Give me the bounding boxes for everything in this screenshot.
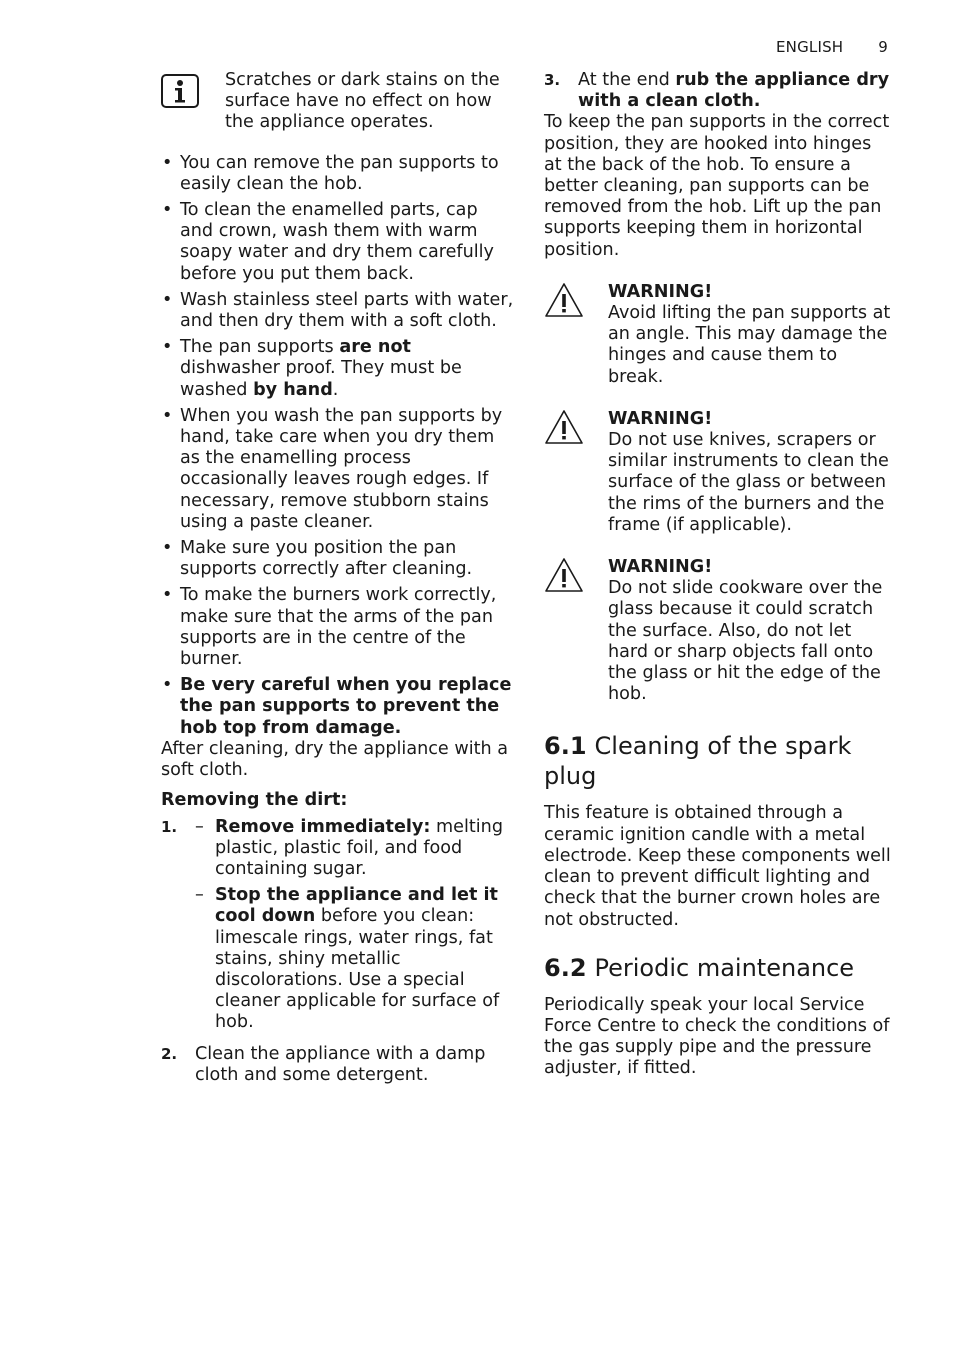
right-column xyxy=(544,70,894,1102)
section-heading-6-2: 6.2 Periodic maintenance xyxy=(544,953,855,982)
step-2-text: Clean the appliance with a damp cloth and some detergent. xyxy=(195,1043,486,1085)
step-1 xyxy=(161,817,516,1039)
section-6-1-text: This feature is obtained through a ceramic ignition candle with a metal electrode. Keep these components well clean to prevent difficult lighting and check that the burner crown holes are not obstructed. xyxy=(544,803,891,930)
warning-icon xyxy=(544,282,608,388)
step-number: 2. xyxy=(161,1044,178,1063)
warning-block xyxy=(544,557,894,705)
list-item: • Wash stainless steel parts with water, and then dry them with a soft cloth. xyxy=(161,290,516,332)
step-number: 1. xyxy=(161,817,178,836)
warning-text: Do not slide cookware over the glass because it could scratch the surface. Also, do not let hard or sharp objects fall onto the glass or hit the edge of the hob. xyxy=(608,578,883,705)
info-note xyxy=(161,70,516,134)
dash-item: – Remove immediately: melting plastic, plastic foil, and food containing sugar. xyxy=(195,816,503,879)
warning-block xyxy=(544,282,894,388)
language-label: ENGLISH xyxy=(775,38,844,56)
list-item: • The pan supports are not dishwasher proof. They must be washed by hand. xyxy=(161,337,516,401)
after-cleaning-text: After cleaning, dry the appliance with a soft cloth. xyxy=(161,738,509,781)
page-number: 9 xyxy=(878,38,888,56)
list-item: • To make the burners work correctly, make sure that the arms of the pan supports are in the centre of the burner. xyxy=(161,585,516,670)
page-header xyxy=(776,38,888,56)
step-number: 3. xyxy=(544,71,561,89)
section-heading-6-1: 6.1 Cleaning of the spark plug xyxy=(544,732,852,791)
warning-text: Do not use knives, scrapers or similar instruments to clean the surface of the glass or between the rims of the burners and the frame (if applicable). xyxy=(608,430,889,535)
info-icon xyxy=(161,70,225,134)
pan-support-paragraph: To keep the pan supports in the correct position, they are hooked into hinges at the back of the hob. To ensure a better cleaning, pan supports can be removed from the hob. Lift up the pan supports keeping them in horizontal position. xyxy=(544,112,890,260)
list-item: • Make sure you position the pan supports correctly after cleaning. xyxy=(161,538,516,580)
warning-title: WARNING! xyxy=(608,281,713,302)
dash-item: – Stop the appliance and let it cool down before you clean: limescale rings, water rings, fat stains, shiny metallic discolorations. Use a special cleaner applicable for surface of hob. xyxy=(195,885,500,1033)
warning-title: WARNING! xyxy=(608,557,713,578)
warning-icon xyxy=(544,409,608,536)
left-column xyxy=(161,70,516,1091)
step-3: 3. At the end rub the appliance dry with a clean cloth. xyxy=(544,70,890,112)
section-6-2-text: Periodically speak your local Service Force Centre to check the conditions of the gas supply pipe and the pressure adjuster, if fitted. xyxy=(544,994,890,1079)
list-item: • To clean the enamelled parts, cap and crown, wash them with warm soapy water and dry them carefully before you put them back. xyxy=(161,200,516,285)
removing-dirt-heading: Removing the dirt: xyxy=(161,790,348,811)
list-item: • When you wash the pan supports by hand, take care when you dry them as the enamelling process occasionally leaves rough edges. If necessary, remove stubborn stains using a paste cleaner. xyxy=(161,406,516,533)
list-item: • Be very careful when you replace the pan supports to prevent the hob top from damage. xyxy=(161,675,516,739)
warning-title: WARNING! xyxy=(608,408,713,429)
warning-text: Avoid lifting the pan supports at an angle. This may damage the hinges and cause them to break. xyxy=(608,303,891,387)
warning-block xyxy=(544,409,894,536)
warning-icon xyxy=(544,557,608,705)
cleaning-bullet-list xyxy=(161,153,516,739)
info-note-text: Scratches or dark stains on the surface have no effect on how the appliance operates. xyxy=(225,70,500,133)
step-2 xyxy=(161,1044,516,1086)
list-item: • You can remove the pan supports to easily clean the hob. xyxy=(161,153,516,195)
